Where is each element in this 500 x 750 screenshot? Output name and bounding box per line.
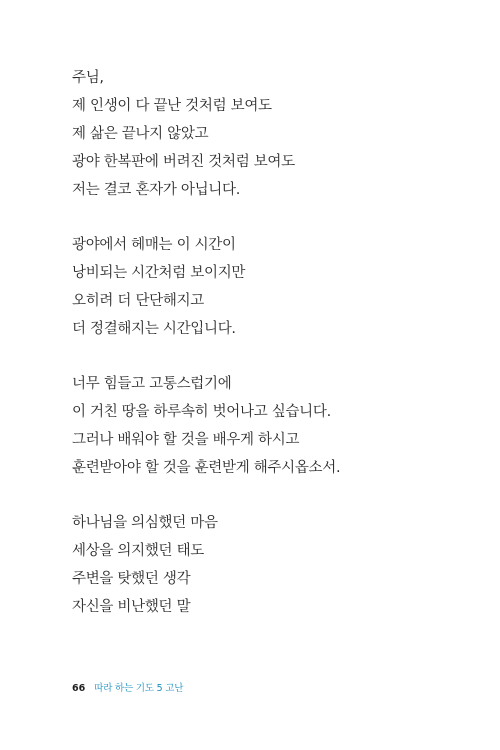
poem-line: 주님,	[72, 70, 104, 86]
poem-line: 자신을 비난했던 말	[72, 599, 191, 615]
poem-line: 낭비되는 시간처럼 보이지만	[72, 265, 246, 281]
poem-line: 제 삶은 끝나지 않았고	[72, 126, 209, 142]
poem-body	[72, 64, 472, 648]
poem-line: 훈련받아야 할 것을 훈련받게 해주시옵소서.	[72, 460, 341, 476]
page-footer	[72, 682, 183, 696]
poem-line: 이 거친 땅을 하루속히 벗어나고 싶습니다.	[72, 404, 331, 420]
poem-line: 하나님을 의심했던 마음	[72, 515, 218, 531]
stanza-2	[72, 231, 472, 343]
poem-line: 너무 힘들고 고통스럽기에	[72, 376, 232, 392]
poem-line: 광야에서 헤매는 이 시간이	[72, 237, 236, 253]
poem-line: 저는 결코 혼자가 아닙니다.	[72, 182, 241, 198]
poem-line: 광야 한복판에 버려진 것처럼 보여도	[72, 154, 295, 170]
poem-line: 더 정결해지는 시간입니다.	[72, 321, 236, 337]
stanza-4	[72, 509, 472, 621]
stanza-1	[72, 64, 472, 204]
stanza-3	[72, 370, 472, 482]
poem-line: 세상을 의지했던 태도	[72, 543, 204, 559]
poem-line: 그러나 배워야 할 것을 배우게 하시고	[72, 432, 300, 448]
poem-line: 오히려 더 단단해지고	[72, 293, 204, 309]
page-number: 66	[72, 683, 86, 694]
poem-line: 주변을 탓했던 생각	[72, 571, 191, 587]
poem-line: 제 인생이 다 끝난 것처럼 보여도	[72, 98, 272, 114]
running-title: 따라 하는 기도 5 고난	[94, 683, 184, 694]
